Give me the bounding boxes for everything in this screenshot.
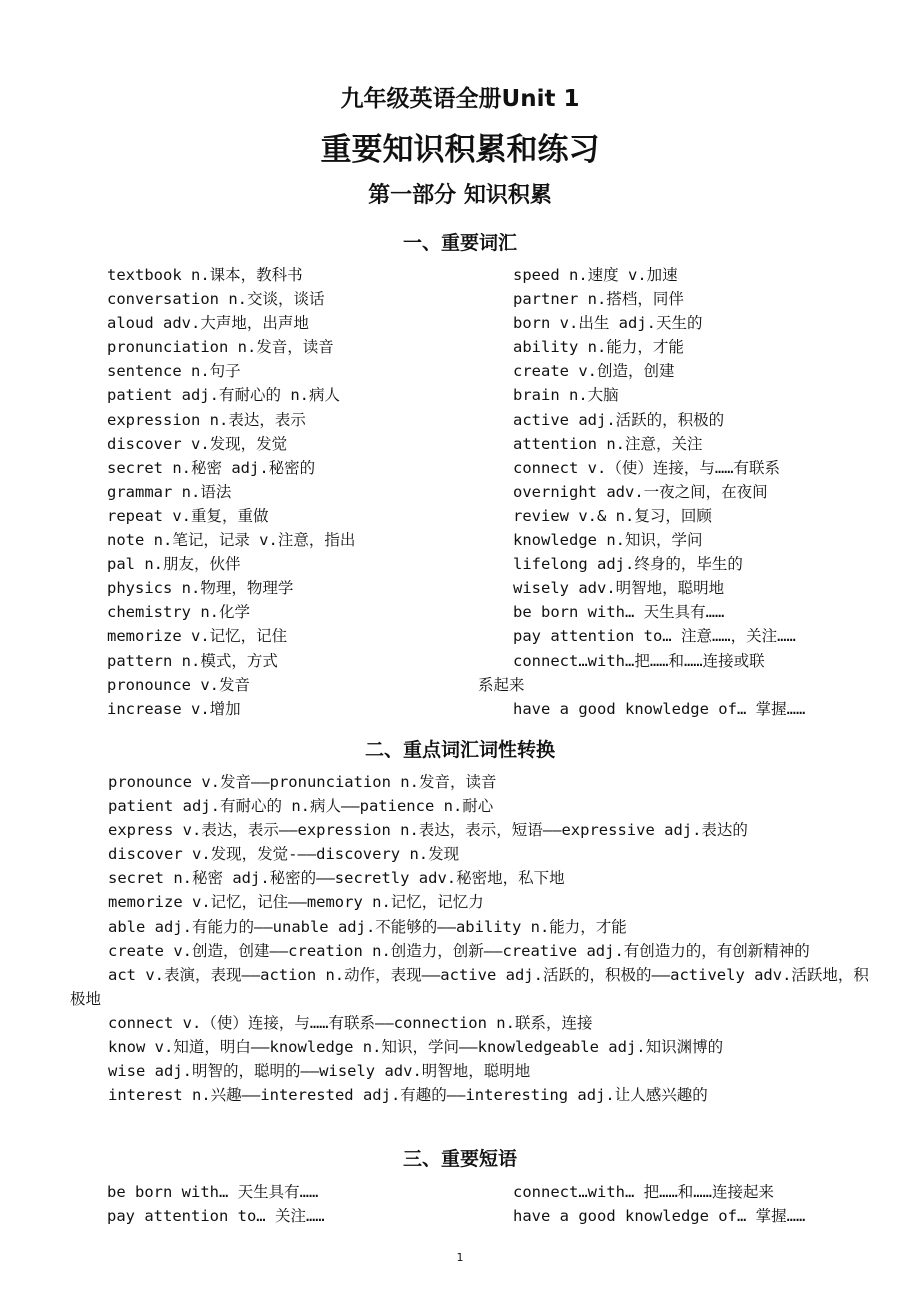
list-item: physics n.物理，物理学 (107, 579, 294, 598)
list-item: review v.& n.复习，回顾 (513, 506, 712, 525)
part-title: 第一部分 知识积累 (368, 183, 552, 208)
list-item: textbook n.课本，教科书 (107, 266, 303, 284)
list-item: discover v.发现，发觉-——discovery n.发现 (108, 845, 460, 864)
list-item: brain n.大脑 (513, 386, 619, 405)
list-item: connect v.（使）连接，与……有联系——connection n.联系，连接 (108, 1013, 593, 1032)
list-item: have a good knowledge of… 掌握…… (513, 699, 806, 718)
list-item: pattern n.模式，方式 (107, 651, 278, 670)
list-item: secret n.秘密 adj.秘密的 (107, 458, 316, 477)
list-item: lifelong adj.终身的，毕生的 (513, 555, 743, 574)
list-item: be born with… 天生具有…… (513, 603, 725, 622)
list-item: grammar n.语法 (107, 482, 232, 501)
list-item: create v.创造，创建——creation n.创造力，创新——creative adj.有创造力的，有创新精神的 (108, 941, 810, 960)
list-item: pal n.朋友，伙伴 (107, 555, 241, 574)
list-item: speed n.速度 v.加速 (513, 266, 678, 284)
list-item: active adj.活跃的，积极的 (513, 410, 725, 429)
vocabulary-list-right (478, 263, 883, 721)
document-subtitle: 重要知识积累和练习 (320, 132, 600, 168)
list-item: 系起来 (478, 675, 525, 694)
page-number: 1 (456, 1251, 464, 1264)
section-heading-word-forms: 二、重点词汇词性转换 (364, 739, 555, 761)
list-item: connect…with…把……和……连接或联 (513, 651, 765, 670)
list-item: sentence n.句子 (107, 362, 241, 381)
list-item: pronounce v.发音 (107, 675, 250, 694)
word-forms-list (70, 770, 870, 1107)
list-item: conversation n.交谈，谈话 (107, 290, 325, 309)
vocabulary-list-left (107, 263, 487, 721)
list-item: overnight adv.一夜之间，在夜间 (513, 482, 768, 501)
list-item: know v.知道，明白——knowledge n.知识，学问——knowledgeable adj.知识渊博的 (108, 1038, 724, 1057)
list-item: connect v.（使）连接，与……有联系 (513, 458, 780, 477)
list-item: pay attention to… 关注…… (107, 1207, 325, 1226)
list-item: connect…with… 把……和……连接起来 (513, 1183, 774, 1201)
list-item: discover v.发现，发觉 (107, 434, 288, 453)
list-item: able adj.有能力的——unable adj.不能够的——ability n.能力，才能 (108, 917, 627, 936)
list-item: secret n.秘密 adj.秘密的——secretly adv.秘密地，私下地 (108, 869, 565, 888)
list-item: increase v.增加 (107, 699, 241, 718)
list-item: attention n.注意，关注 (513, 434, 703, 453)
list-item: have a good knowledge of… 掌握…… (513, 1207, 806, 1226)
list-item: pay attention to… 注意……，关注…… (513, 627, 796, 646)
list-item: partner n.搭档，同伴 (513, 290, 684, 309)
phrases-list-right (513, 1180, 883, 1228)
list-item: wise adj.明智的，聪明的——wisely adv.明智地，聪明地 (108, 1062, 531, 1081)
list-item: repeat v.重复，重做 (107, 506, 269, 525)
list-item: express v.表达，表示——expression n.表达，表示，短语——expressive adj.表达的 (108, 821, 748, 840)
list-item: aloud adv.大声地，出声地 (107, 314, 309, 333)
list-item: memorize v.记忆，记住——memory n.记忆，记忆力 (108, 893, 484, 912)
phrases-list-left (107, 1180, 487, 1228)
list-item: expression n.表达，表示 (107, 410, 306, 429)
list-item: ability n.能力，才能 (513, 338, 684, 357)
list-item: be born with… 天生具有…… (107, 1183, 319, 1201)
list-item: create v.创造，创建 (513, 362, 675, 381)
list-item: interest n.兴趣——interested adj.有趣的——interesting adj.让人感兴趣的 (108, 1086, 708, 1105)
list-item: born v.出生 adj.天生的 (513, 314, 703, 333)
list-item: patient adj.有耐心的 n.病人——patience n.耐心 (108, 797, 494, 816)
list-item: pronunciation n.发音，读音 (107, 338, 334, 357)
list-item: patient adj.有耐心的 n.病人 (107, 386, 340, 405)
list-item: pronounce v.发音——pronunciation n.发音，读音 (108, 773, 497, 791)
section-heading-vocabulary: 一、重要词汇 (402, 232, 517, 254)
document-title: 九年级英语全册Unit 1 (340, 86, 580, 112)
list-item: knowledge n.知识，学问 (513, 531, 703, 550)
section-heading-phrases: 三、重要短语 (402, 1148, 517, 1170)
list-item: chemistry n.化学 (107, 603, 250, 622)
list-item: wisely adv.明智地，聪明地 (513, 579, 725, 598)
list-item: memorize v.记忆，记住 (107, 627, 288, 646)
list-item: note n.笔记，记录 v.注意，指出 (107, 531, 356, 550)
list-item: act v.表演，表现——action n.动作，表现——active adj.活跃的，积极的——actively adv.活跃地，积极地 (70, 965, 869, 1008)
